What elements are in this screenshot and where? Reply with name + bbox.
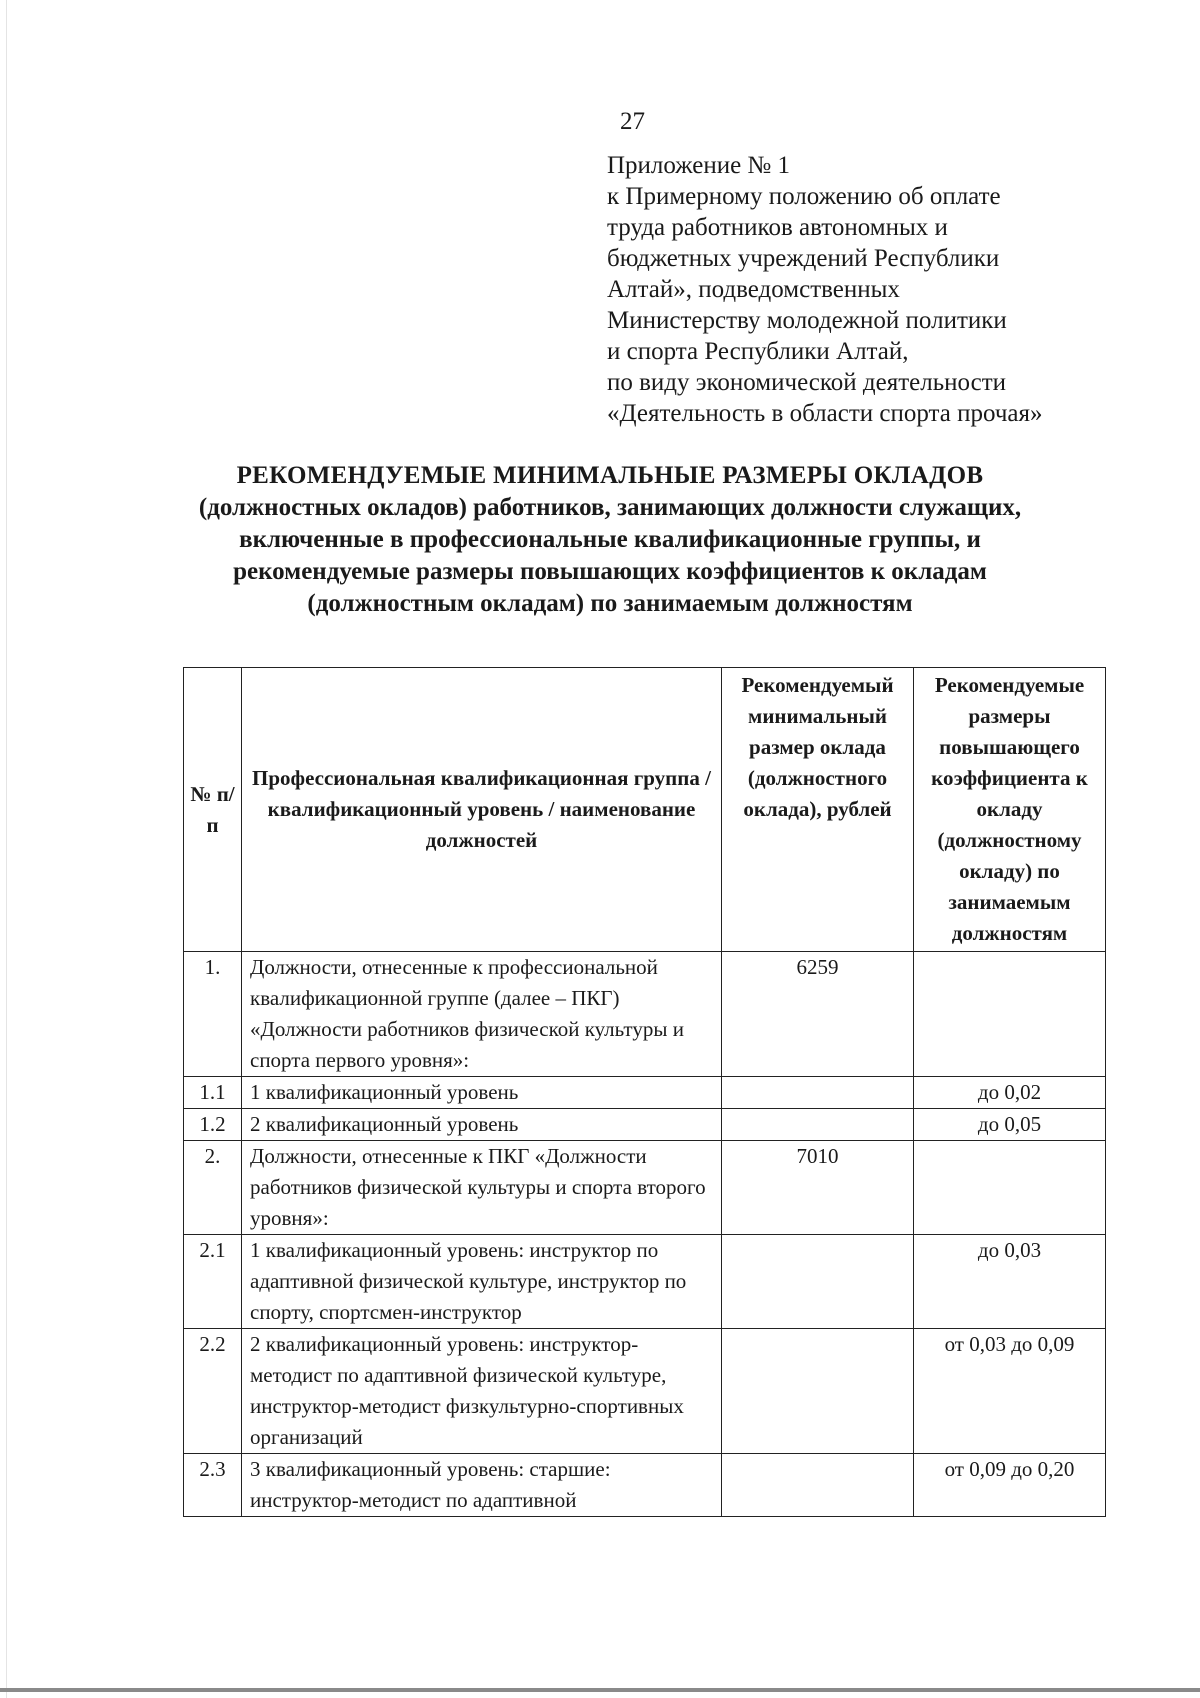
table-header-row <box>184 668 1106 952</box>
appendix-line: труда работников автономных и <box>607 214 948 241</box>
table-row <box>184 1109 1106 1141</box>
table-row <box>184 1141 1106 1235</box>
appendix-note <box>607 150 1127 429</box>
row-name: 2 квалификационный уровень <box>242 1109 722 1141</box>
row-num: 2.1 <box>184 1235 242 1329</box>
row-num: 1. <box>184 952 242 1077</box>
appendix-line: Приложение № 1 <box>607 152 791 179</box>
row-salary <box>722 1454 914 1517</box>
table-row <box>184 1077 1106 1109</box>
row-num: 2.3 <box>184 1454 242 1517</box>
title-line: РЕКОМЕНДУЕМЫЕ МИНИМАЛЬНЫЕ РАЗМЕРЫ ОКЛАДОВ <box>236 462 984 489</box>
appendix-line: по виду экономической деятельности <box>607 369 1006 396</box>
row-name: 1 квалификационный уровень: инструктор по адаптивной физической культуре, инструктор по спорту, спортсмен-инструктор <box>242 1235 722 1329</box>
header-salary: Рекомендуемый минимальный размер оклада (должностного оклада), рублей <box>722 668 914 952</box>
appendix-line: бюджетных учреждений Республики <box>607 245 1000 272</box>
row-num: 1.1 <box>184 1077 242 1109</box>
title-line: (должностным окладам) по занимаемым должностям <box>307 590 913 617</box>
row-num: 2. <box>184 1141 242 1235</box>
row-num: 1.2 <box>184 1109 242 1141</box>
appendix-line: к Примерному положению об оплате <box>607 183 1001 210</box>
salary-table <box>183 667 1106 1517</box>
row-salary <box>722 1235 914 1329</box>
table-row <box>184 1235 1106 1329</box>
appendix-line: Алтай», подведомственных <box>607 276 900 303</box>
row-name: 3 квалификационный уровень: старшие: инструктор-методист по адаптивной <box>242 1454 722 1517</box>
header-group: Профессиональная квалификационная группа / квалификационный уровень / наименование должностей <box>242 668 722 952</box>
row-name: Должности, отнесенные к профессиональной квалификационной группе (далее – ПКГ) «Должности работников физической культуры и спорта первого уровня»: <box>242 952 722 1077</box>
row-salary: 7010 <box>722 1141 914 1235</box>
title-line: рекомендуемые размеры повышающих коэффициентов к окладам <box>233 558 987 585</box>
row-coef: до 0,05 <box>914 1109 1106 1141</box>
document-title <box>150 460 1070 620</box>
appendix-line: и спорта Республики Алтай, <box>607 338 909 365</box>
table-row <box>184 1329 1106 1454</box>
scan-bottom-edge <box>0 1688 1200 1692</box>
row-name: Должности, отнесенные к ПКГ «Должности работников физической культуры и спорта второго уровня»: <box>242 1141 722 1235</box>
row-salary <box>722 1109 914 1141</box>
table-row <box>184 952 1106 1077</box>
scan-edge <box>6 0 7 1698</box>
row-coef: до 0,03 <box>914 1235 1106 1329</box>
row-salary: 6259 <box>722 952 914 1077</box>
row-coef: от 0,03 до 0,09 <box>914 1329 1106 1454</box>
row-name: 2 квалификационный уровень: инструктор-методист по адаптивной физической культуре, инструктор-методист физкультурно-спортивных организаций <box>242 1329 722 1454</box>
header-coef: Рекомендуемые размеры повышающего коэффициента к окладу (должностному окладу) по занимаемым должностям <box>914 668 1106 952</box>
row-coef <box>914 1141 1106 1235</box>
row-num: 2.2 <box>184 1329 242 1454</box>
row-salary <box>722 1329 914 1454</box>
header-num: № п/п <box>184 668 242 952</box>
title-line: (должностных окладов) работников, занимающих должности служащих, <box>198 494 1022 521</box>
appendix-line: «Деятельность в области спорта прочая» <box>607 400 1043 427</box>
row-coef: до 0,02 <box>914 1077 1106 1109</box>
row-coef <box>914 952 1106 1077</box>
table-row <box>184 1454 1106 1517</box>
appendix-line: Министерству молодежной политики <box>607 307 1007 334</box>
page-number: 27 <box>620 108 645 135</box>
row-salary <box>722 1077 914 1109</box>
title-line: включенные в профессиональные квалификационные группы, и <box>239 526 981 553</box>
row-coef: от 0,09 до 0,20 <box>914 1454 1106 1517</box>
row-name: 1 квалификационный уровень <box>242 1077 722 1109</box>
